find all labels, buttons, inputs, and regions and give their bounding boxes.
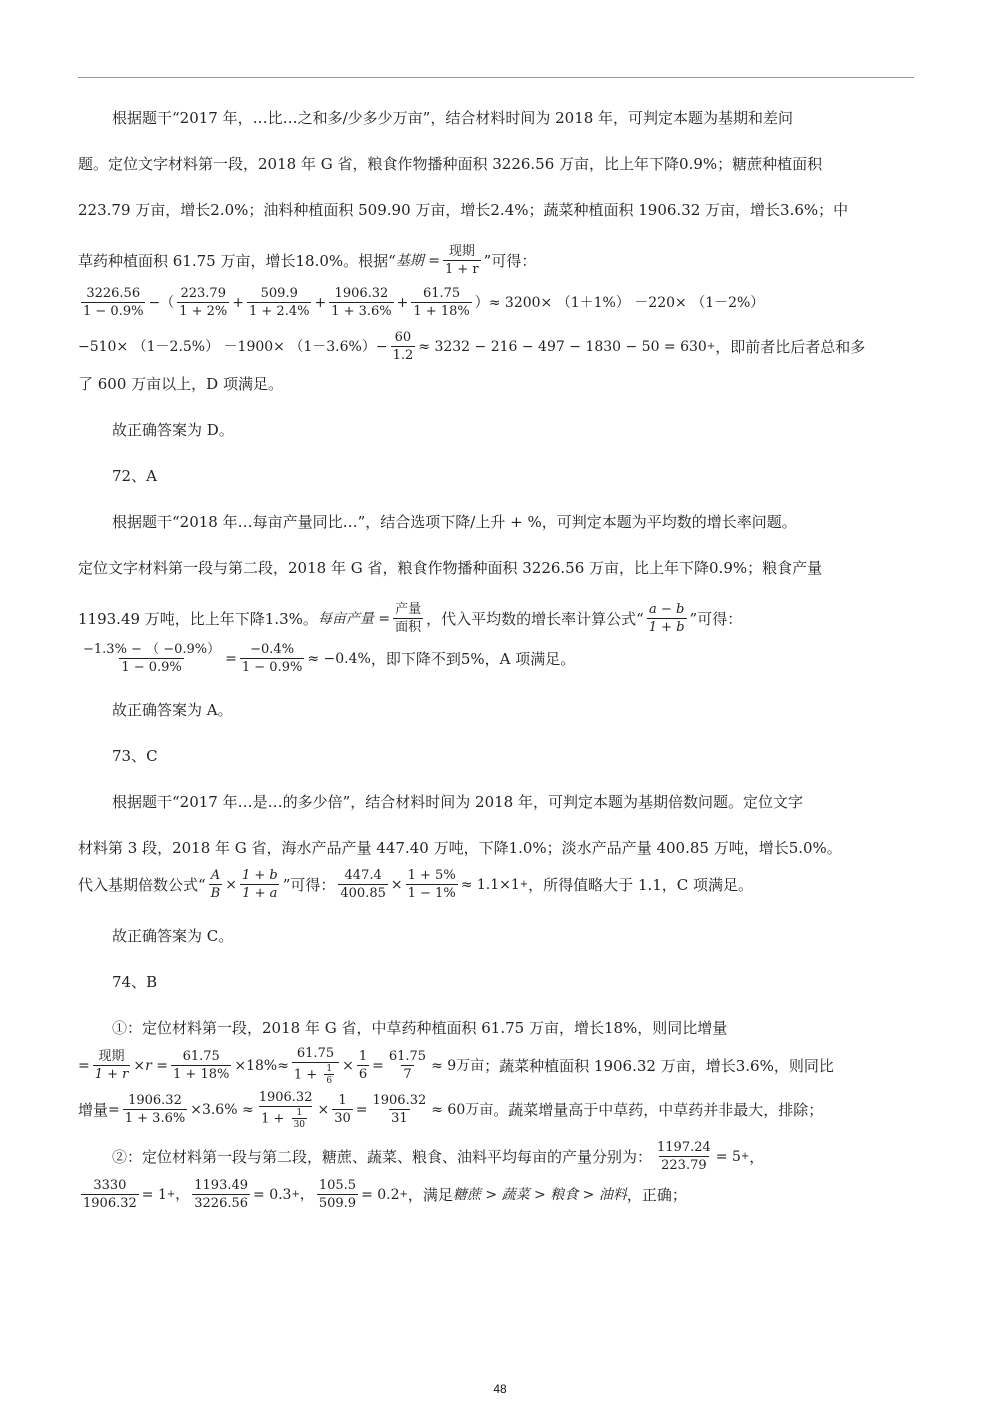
fraction: $\frac{105.5}{509.9}$ [318, 1178, 357, 1211]
fraction: $\frac{1193.49}{3226.56}$ [194, 1178, 249, 1211]
sec74-heading: 74、B [112, 973, 158, 991]
sec72-line-3 [78, 602, 914, 636]
sec74-para-2-line: ②：定位材料第一段与第二段，糖蔗、蔬菜、粮食、油料平均每亩的产量分别为： $\frac{1197.24}{223.79}$ = 5 + ， [78, 1140, 914, 1174]
fraction: $\frac{223.79}{1 + 2\%}$ [179, 286, 228, 319]
fraction-numerator: −1.3% − （ −0.9%） [83, 642, 221, 657]
sec72-line-1: 根据题干“2018 年…每亩产量同比…”，结合选项下降/上升 + %，可判定本题为平均数的增长率问题。 [112, 513, 797, 531]
formula-base-fraction [443, 244, 481, 278]
sec71-line-4a: 草药种植面积 61.75 万亩，增长18.0%。根据“ [78, 252, 396, 270]
fraction-numerator: −0.4% [250, 642, 295, 657]
fraction-numerator: a − b [649, 602, 685, 617]
sec74-order: 糖蔗 > 蔬菜 > 粮食 > 油料 [452, 1187, 627, 1203]
sec74-math-text-3: ，满足 [407, 1186, 453, 1204]
sec73-line-3b: ”可得： [282, 876, 336, 894]
fraction-denominator: 1 − 0.9% [121, 660, 182, 675]
fraction-denominator: 1 + b [648, 620, 685, 635]
sec72-math-line: $\frac{-1.3\% - ( -0.9\%)}{1 - 0.9\%}$ = $\frac{-0.4\%}{1 - 0.9\%}$ ≈ −0.4% ，即下降不到5%，A 项满足。 [83, 642, 576, 675]
sec73-line-3: 代入基期倍数公式“ $\frac{A}{B}$ × $\frac{1 + b}{1 + a}$ ”可得： $\frac{447.4}{400.85}$ × $\frac{1 + 5\%}{1 - 1\%}$ ≈ 1.1×1 + ，所得值略大于 1.1，C 项满足。 [78, 868, 754, 901]
sec71-line-4b: ”可得： [483, 252, 537, 270]
sec71-math-text: ，即前者比后者总和多 [715, 338, 866, 356]
sec74-increment-label: 增量 [78, 1101, 109, 1119]
fraction: $\frac{1197.24}{223.79}$ [657, 1140, 711, 1173]
fraction-numerator: 产量 [395, 602, 422, 617]
fraction: $\frac{447.4}{400.85}$ [340, 868, 386, 901]
sec72-heading: 72、A [112, 467, 157, 485]
fraction: $\frac{1906.32}{1 + 3.6\%}$ [124, 1093, 186, 1126]
sec74-para-1: ①：定位材料第一段，2018 年 G 省，中草药种植面积 61.75 万亩，增长18%，则同比增量 [112, 1019, 728, 1037]
fraction: $\frac{A}{B}$ [210, 868, 221, 901]
sec71-math-line-2: −510× （1－2.5%） －1900× （1－3.6%）− $\frac{60}{1.2}$ ≈ 3232 − 216 − 497 − 1830 − 50 = 630 + ，即前者比后者总和多 [78, 330, 866, 363]
fraction-denominator: 1 + r [445, 262, 479, 277]
formula-base-label: 基期 = [395, 253, 440, 269]
sec71-math-line-1: $\frac{3226.56}{1 - 0.9\%}$ − （ $\frac{223.79}{1 + 2\%}$ + $\frac{509.9}{1 + 2.4\%}$ + $\frac{1906.32}{1 + 3.6\%}$ + $\frac{61.75}{1 + 18\%}$ ） ≈ 3200× （1＋1%） －220× （1－2%） [83, 286, 765, 319]
sec71-math-result: ≈ 3232 − 216 − 497 − 1830 − 50 = 630 [418, 339, 707, 355]
fraction: $\frac{1 + 5\%}{1 - 1\%}$ [407, 868, 456, 901]
sec74-math-line-3: $\frac{3330}{1906.32}$ = 1 + ， $\frac{1193.49}{3226.56}$ = 0.3 + ， $\frac{105.5}{509.9}$ = 0.2 + ，满足 糖蔗 > 蔬菜 > 粮食 > 油料 ，正确； [83, 1178, 687, 1211]
formula-yield-fraction [393, 602, 423, 636]
fraction: $\frac{1906.32}{1 + 3.6\%}$ [331, 286, 392, 319]
fraction: $\frac{61.75}{1 + 18\%}$ [173, 1049, 230, 1082]
sec73-line-2: 材料第 3 段，2018 年 G 省，海水产品产量 447.40 万吨，下降1.0%；淡水产品产量 400.85 万吨，增长5.0%。 [78, 839, 842, 857]
sec72-line-3b: ，代入平均数的增长率计算公式“ [426, 610, 644, 628]
sec74-math-line-1: = $\frac{\text{现期}}{1 + r}$ ×r = $\frac{61.75}{1 + 18\%}$ ×18%≈ 61.75 1 + $\frac{1}{6}$ × $\frac{1}{6}$ = $\frac{61.75}{7}$ ≈ 9万亩 ；蔬菜种植面积 1906.32 万亩，增长3.6%，则同比 [78, 1046, 834, 1086]
page-content [78, 106, 914, 1212]
sec72-math-approx: ≈ −0.4% [307, 651, 371, 667]
fraction: 61.75 1 + $\frac{1}{6}$ [292, 1046, 339, 1086]
sec72-answer: 故正确答案为 A。 [112, 701, 233, 719]
fraction-numerator: 现期 [448, 244, 475, 259]
fraction: $\frac{509.9}{1 + 2.4\%}$ [249, 286, 310, 319]
fraction: $\frac{3330}{1906.32}$ [83, 1178, 137, 1211]
sec74-para-2: ②：定位材料第一段与第二段，糖蔗、蔬菜、粮食、油料平均每亩的产量分别为： [112, 1148, 653, 1166]
sec73-approx: ≈ 1.1×1 [460, 877, 520, 893]
sec72-math-text: ，即下降不到5%，A 项满足。 [370, 650, 576, 668]
sec72-line-3c: ”可得： [689, 610, 743, 628]
sec71-line-1: 根据题干“2017 年，…比…之和多/少多少万亩”，结合材料时间为 2018 年，可判定本题为基期和差问 [112, 109, 794, 127]
sec71-math-head: −510× （1－2.5%） －1900× （1－3.6%）− [78, 339, 388, 355]
sec72-line-2: 定位文字材料第一段与第二段，2018 年 G 省，粮食作物播种面积 3226.56 万亩，比上年下降0.9%；粮食产量 [78, 559, 823, 577]
fraction: $\frac{61.75}{1 + 18\%}$ [413, 286, 470, 319]
fraction: 1906.32 1 + $\frac{1}{30}$ [258, 1090, 313, 1130]
sec74-math-text-1: ；蔬菜种植面积 1906.32 万亩，增长3.6%，则同比 [484, 1057, 834, 1075]
fraction [240, 642, 304, 676]
sec71-answer: 故正确答案为 D。 [112, 421, 234, 439]
fraction: $\frac{60}{1.2}$ [392, 330, 414, 363]
header-rule [78, 77, 914, 78]
formula-growth-fraction [647, 602, 687, 636]
sec74-math-text-4: ，正确； [626, 1186, 687, 1204]
fraction: $\frac{1}{6}$ [358, 1049, 368, 1082]
fraction: $\frac{1 + b}{1 + a}$ [241, 868, 278, 901]
sec74-math-line-2: 增量 = $\frac{1906.32}{1 + 3.6\%}$ ×3.6% ≈ 1906.32 1 + $\frac{1}{30}$ × $\frac{1}{30}$ = $\frac{1906.32}{31}$ ≈ 60万亩 。蔬菜增量高于中草药，中草药并非最大，排除； [78, 1090, 824, 1130]
sec73-line-3c: ，所得值略大于 1.1，C 项满足。 [528, 876, 754, 894]
sec73-heading: 73、C [112, 747, 158, 765]
sec71-math-tail: ≈ 3200× （1＋1%） －220× （1－2%） [488, 295, 765, 311]
fraction [81, 642, 222, 676]
fraction-denominator: 1 − 0.9% [241, 660, 303, 675]
sec72-line-3a: 1193.49 万吨，比上年下降1.3%。 [78, 610, 318, 628]
sec71-line-4 [78, 244, 914, 278]
sec73-line-1: 根据题干“2017 年…是…的多少倍”，结合材料时间为 2018 年，可判定本题为基期倍数问题。定位文字 [112, 793, 803, 811]
sec71-line-5: 了 600 万亩以上，D 项满足。 [78, 375, 283, 393]
fraction: $\frac{1}{30}$ [334, 1093, 351, 1126]
sec73-line-3a: 代入基期倍数公式“ [78, 876, 206, 894]
sec74-math-text-2: 。蔬菜增量高于中草药，中草药并非最大，排除； [493, 1101, 824, 1119]
sec73-answer: 故正确答案为 C。 [112, 927, 234, 945]
fraction: $\frac{\text{现期}}{1 + r}$ [94, 1049, 129, 1082]
sec71-line-3: 223.79 万亩，增长2.0%；油料种植面积 509.90 万亩，增长2.4%；蔬菜种植面积 1906.32 万亩，增长3.6%；中 [78, 201, 849, 219]
sec71-line-2: 题。定位文字材料第一段，2018 年 G 省，粮食作物播种面积 3226.56 万亩，比上年下降0.9%；糖蔗种植面积 [78, 155, 823, 173]
fraction-denominator: 面积 [395, 620, 422, 635]
formula-yield-label: 每亩产量 = [317, 611, 391, 627]
page-number: 48 [493, 1382, 507, 1396]
fraction: $\frac{3226.56}{1 - 0.9\%}$ [83, 286, 144, 319]
fraction: $\frac{61.75}{7}$ [388, 1049, 427, 1082]
fraction: $\frac{1906.32}{31}$ [372, 1093, 427, 1126]
